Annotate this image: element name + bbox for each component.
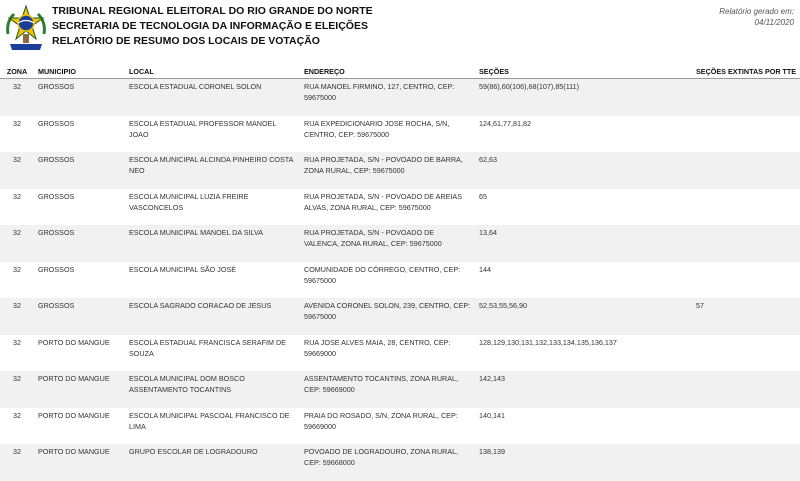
cell-local: ESCOLA ESTADUAL CORONEL SOLON (125, 79, 300, 116)
cell-secoes: 142,143 (475, 371, 692, 408)
generated-date: 04/11/2020 (754, 18, 794, 27)
cell-municipio: GROSSOS (34, 116, 125, 153)
cell-secoes: 140,141 (475, 408, 692, 445)
table-row (0, 335, 800, 372)
cell-zona: 32 (0, 298, 34, 335)
cell-secoes-extintas (692, 371, 800, 408)
cell-secoes-extintas (692, 189, 800, 226)
report-header (0, 0, 800, 60)
cell-secoes: 138,139 (475, 444, 692, 481)
cell-municipio: PORTO DO MANGUE (34, 335, 125, 372)
cell-local: ESCOLA MUNICIPAL MANOEL DA SILVA (125, 225, 300, 262)
cell-secoes-extintas (692, 262, 800, 299)
table-row (0, 371, 800, 408)
cell-zona: 32 (0, 189, 34, 226)
table-row (0, 152, 800, 189)
cell-endereco: RUA EXPEDICIONARIO JOSE ROCHA, S/N, CENTRO, CEP: 59675000 (300, 116, 475, 153)
cell-municipio: PORTO DO MANGUE (34, 444, 125, 481)
col-header-municipio: MUNICIPIO (34, 64, 125, 79)
cell-endereco: RUA PROJETADA, S/N - POVOADO DE AREIAS ALVAS, ZONA RURAL, CEP: 59675000 (300, 189, 475, 226)
report-titles (52, 4, 373, 49)
cell-local: ESCOLA MUNICIPAL PASCOAL FRANCISCO DE LIMA (125, 408, 300, 445)
cell-endereco: RUA JOSE ALVES MAIA, 28, CENTRO, CEP: 59669000 (300, 335, 475, 372)
cell-secoes-extintas (692, 152, 800, 189)
cell-zona: 32 (0, 225, 34, 262)
cell-local: ESCOLA ESTADUAL PROFESSOR MANOEL JOAO (125, 116, 300, 153)
generated-label: Relatório gerado em: (719, 7, 794, 16)
cell-secoes-extintas (692, 444, 800, 481)
cell-zona: 32 (0, 408, 34, 445)
col-header-secoes: SEÇÕES (475, 64, 692, 79)
cell-secoes-extintas (692, 79, 800, 116)
cell-endereco: RUA PROJETADA, S/N - POVOADO DE VALENCA, ZONA RURAL, CEP: 59675000 (300, 225, 475, 262)
cell-endereco: PRAIA DO ROSADO, S/N, ZONA RURAL, CEP: 59669000 (300, 408, 475, 445)
cell-municipio: PORTO DO MANGUE (34, 408, 125, 445)
polling-places-table (0, 64, 800, 481)
coat-of-arms-icon (4, 4, 48, 52)
generated-info (719, 6, 794, 28)
cell-secoes: 65 (475, 189, 692, 226)
cell-local: GRUPO ESCOLAR DE LOGRADOURO (125, 444, 300, 481)
table-row (0, 79, 800, 116)
col-header-zona: ZONA (0, 64, 34, 79)
institution-title: TRIBUNAL REGIONAL ELEITORAL DO RIO GRANDE DO NORTE (52, 5, 373, 17)
table-row (0, 189, 800, 226)
cell-endereco: AVENIDA CORONEL SOLON, 239, CENTRO, CEP: 59675000 (300, 298, 475, 335)
cell-zona: 32 (0, 335, 34, 372)
cell-local: ESCOLA MUNICIPAL SÃO JOSÉ (125, 262, 300, 299)
cell-local: ESCOLA MUNICIPAL LUZIA FREIRE VASCONCELOS (125, 189, 300, 226)
cell-municipio: GROSSOS (34, 225, 125, 262)
table-row (0, 444, 800, 481)
cell-secoes: 144 (475, 262, 692, 299)
cell-secoes: 62,63 (475, 152, 692, 189)
cell-municipio: PORTO DO MANGUE (34, 371, 125, 408)
cell-municipio: GROSSOS (34, 189, 125, 226)
cell-secoes: 52,53,55,56,90 (475, 298, 692, 335)
cell-secoes: 59(86),60(106),68(107),85(111) (475, 79, 692, 116)
cell-zona: 32 (0, 262, 34, 299)
cell-zona: 32 (0, 79, 34, 116)
cell-endereco: RUA PROJETADA, S/N - POVOADO DE BARRA, ZONA RURAL, CEP: 59675000 (300, 152, 475, 189)
cell-secoes: 124,61,77,81,82 (475, 116, 692, 153)
cell-endereco: RUA MANOEL FIRMINO, 127, CENTRO, CEP: 59675000 (300, 79, 475, 116)
table-header-row (0, 64, 800, 79)
cell-secoes-extintas (692, 335, 800, 372)
table-row (0, 408, 800, 445)
cell-local: ESCOLA ESTADUAL FRANCISCA SERAFIM DE SOUZA (125, 335, 300, 372)
cell-endereco: COMUNIDADE DO CÓRREGO, CENTRO, CEP: 59675000 (300, 262, 475, 299)
cell-local: ESCOLA SAGRADO CORACAO DE JESUS (125, 298, 300, 335)
cell-zona: 32 (0, 371, 34, 408)
table-row (0, 225, 800, 262)
cell-municipio: GROSSOS (34, 79, 125, 116)
cell-municipio: GROSSOS (34, 262, 125, 299)
cell-secoes-extintas (692, 225, 800, 262)
table-row (0, 116, 800, 153)
report-title: RELATÓRIO DE RESUMO DOS LOCAIS DE VOTAÇÃO (52, 35, 320, 47)
cell-zona: 32 (0, 444, 34, 481)
cell-local: ESCOLA MUNICIPAL ALCINDA PINHEIRO COSTA NEO (125, 152, 300, 189)
cell-secoes: 128,129,130,131,132,133,134,135,136,137 (475, 335, 692, 372)
cell-secoes-extintas (692, 408, 800, 445)
col-header-endereco: ENDEREÇO (300, 64, 475, 79)
cell-zona: 32 (0, 116, 34, 153)
cell-endereco: POVOADO DE LOGRADOURO, ZONA RURAL, CEP: 59668000 (300, 444, 475, 481)
cell-secoes-extintas: 57 (692, 298, 800, 335)
cell-endereco: ASSENTAMENTO TOCANTINS, ZONA RURAL, CEP: 59669000 (300, 371, 475, 408)
department-title: SECRETARIA DE TECNOLOGIA DA INFORMAÇÃO E ELEIÇÕES (52, 20, 368, 32)
cell-zona: 32 (0, 152, 34, 189)
table-row (0, 262, 800, 299)
cell-secoes: 13,64 (475, 225, 692, 262)
cell-local: ESCOLA MUNICIPAL DOM BOSCO ASSENTAMENTO TOCANTINS (125, 371, 300, 408)
table-row (0, 298, 800, 335)
cell-municipio: GROSSOS (34, 152, 125, 189)
cell-municipio: GROSSOS (34, 298, 125, 335)
col-header-secoes-extintas: SEÇÕES EXTINTAS POR TTE (692, 64, 800, 79)
col-header-local: LOCAL (125, 64, 300, 79)
cell-secoes-extintas (692, 116, 800, 153)
